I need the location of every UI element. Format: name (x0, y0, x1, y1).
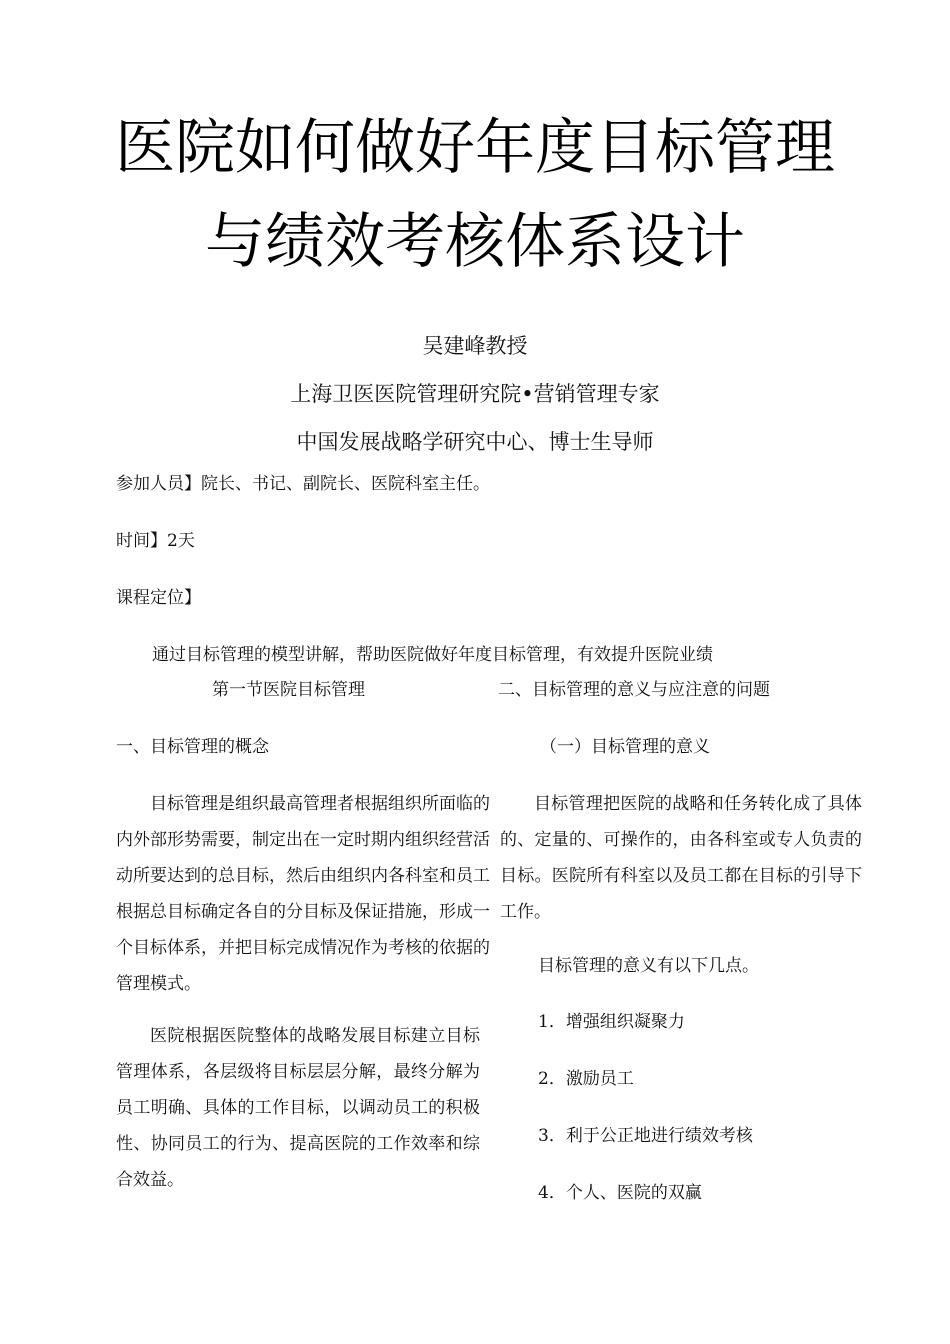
participants-line: 参加人员】院长、书记、副院长、医院科室主任。 (116, 474, 490, 494)
right-section-title: 二、目标管理的意义与应注意的问题 (498, 680, 770, 700)
duration-line: 时间】2天 (116, 531, 195, 551)
author-affiliation-2: 中国发展战略学研究中心、博士生导师 (296, 430, 654, 454)
right-list-intro: 目标管理的意义有以下几点。 (538, 956, 759, 976)
right-subheading: （一）目标管理的意义 (540, 737, 710, 757)
left-paragraph-1: 目标管理是组织最高管理者根据组织所面临的内外部形势需要，制定出在一定时期内组织经营活动所要达到的总目标，然后由组织内各科室和员工根据总目标确定各自的分目标及保证措施，形成一个目标体系，并把目标完成情况作为考核的依据的管理模式。 (116, 794, 490, 994)
list-item: 1．增强组织凝聚力 (538, 1012, 685, 1032)
document-title-line-1: 医院如何做好年度目标管理 (115, 113, 835, 183)
list-item: 4．个人、医院的双赢 (538, 1183, 702, 1203)
right-paragraph-1: 目标管理把医院的战略和任务转化成了具体的、定量的、可操作的，由各科室或专人负责的目标。医院所有科室以及员工都在目标的引导下工作。 (500, 794, 862, 922)
left-section-title: 第一节医院目标管理 (212, 680, 365, 700)
left-heading: 一、目标管理的概念 (116, 737, 269, 757)
left-paragraph-2: 医院根据医院整体的战略发展目标建立目标管理体系，各层级将目标层层分解，最终分解为员工明确、具体的工作目标，以调动员工的积极性、协同员工的行为、提高医院的工作效率和综合效益。 (116, 1026, 480, 1190)
author-affiliation-1: 上海卫医医院管理研究院•营销管理专家 (290, 382, 660, 406)
significance-list (538, 1014, 753, 1242)
course-positioning-text: 通过目标管理的模型讲解，帮助医院做好年度目标管理，有效提升医院业绩 (152, 645, 713, 665)
list-item: 3．利于公正地进行绩效考核 (538, 1126, 753, 1146)
document-title-line-2: 与绩效考核体系设计 (205, 207, 745, 277)
course-positioning-label: 课程定位】 (116, 588, 201, 608)
list-item: 2．激励员工 (538, 1069, 634, 1089)
author-name: 吴建峰教授 (422, 334, 528, 358)
